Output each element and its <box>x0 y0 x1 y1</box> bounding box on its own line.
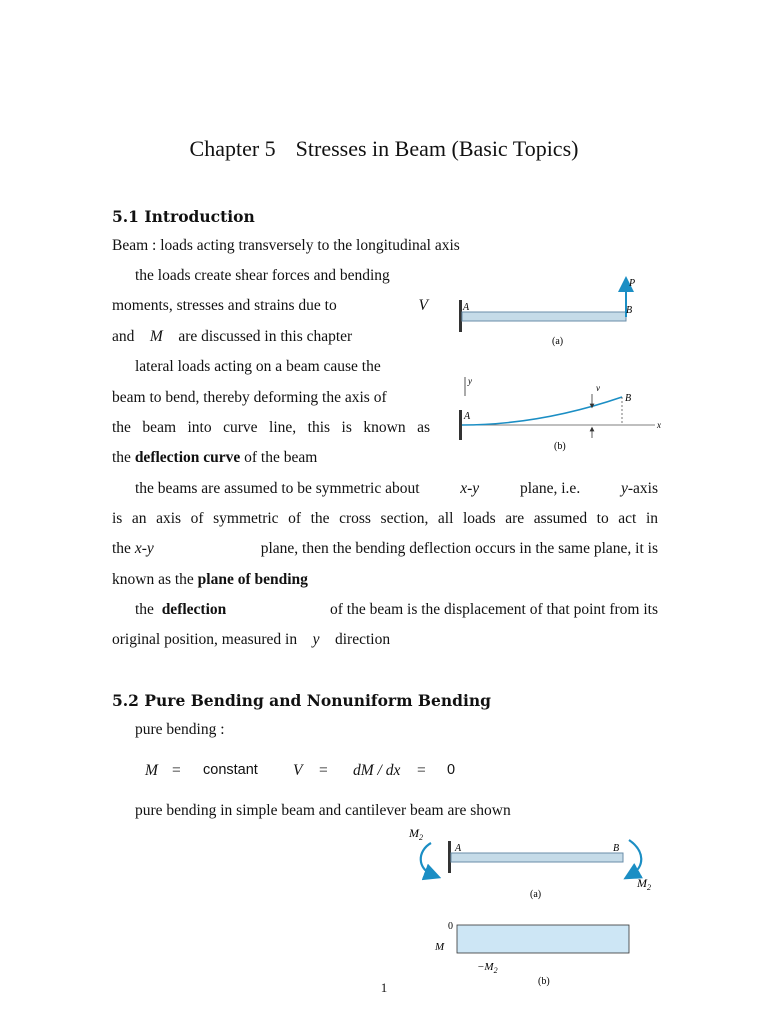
text-line: the deflection of the beam is the displacement of that point from its <box>135 601 658 618</box>
label-b: B <box>625 393 632 404</box>
chapter-name: Stresses in Beam (Basic Topics) <box>295 136 579 161</box>
label-b: B <box>626 305 633 316</box>
text-line: the beams are assumed to be symmetric about x-y plane, i.e. y-axis <box>135 480 658 497</box>
text-line: pure bending in simple beam and cantilever beam are shown <box>135 802 511 819</box>
text-line: is an axis of symmetric of the cross section, all loads are assumed to act in <box>112 510 658 527</box>
label-neg-m2: $-M_2$ <box>477 961 498 975</box>
figure-moment-diagram <box>425 915 645 987</box>
text-line: pure bending : <box>135 721 225 738</box>
term-plane-of-bending: plane of bending <box>197 571 308 588</box>
moment-diagram-rect <box>457 925 629 953</box>
label-m2-left: $M_2$ <box>409 826 423 842</box>
text-line: the loads create shear forces and bending <box>135 267 390 284</box>
label-m: M <box>435 941 445 953</box>
text-line: the beam into curve line, this is known as <box>112 419 430 436</box>
label-a: A <box>455 843 462 854</box>
label-v: v <box>596 383 600 393</box>
figure-cantilever-point-load <box>450 270 650 350</box>
text-line: known as the plane of bending <box>112 571 308 588</box>
label-m2-right: $M_2$ <box>637 876 651 892</box>
label-a: A <box>463 302 470 313</box>
text-line: beam to bend, thereby deforming the axis of <box>112 389 387 406</box>
text-line: original position, measured in y direction <box>112 631 391 648</box>
text-line: Beam : loads acting transversely to the longitudinal axis <box>112 237 460 254</box>
section-heading-introduction: 5.1 Introduction <box>112 207 255 226</box>
figure-pure-bending-beam <box>405 823 665 903</box>
label-b: B <box>613 843 620 854</box>
text-line: the x-y plane, then the bending deflection occurs in the same plane, it is <box>112 540 658 557</box>
caption-a: (a) <box>552 336 564 347</box>
text-line: and M are discussed in this chapter <box>112 328 353 345</box>
caption-b: (b) <box>538 976 550 987</box>
fixed-support <box>459 410 462 440</box>
text-line: lateral loads acting on a beam cause the <box>135 358 381 375</box>
text-line: the deflection curve of the beam <box>112 449 318 466</box>
label-p: P <box>629 278 636 289</box>
term-deflection: deflection <box>161 601 227 618</box>
page-title <box>0 136 768 162</box>
beam <box>462 312 626 321</box>
label-x: x <box>657 420 661 430</box>
equation-pure-bending: M = constant V = dM / dx = 0 <box>145 762 456 779</box>
deflection-curve <box>462 397 622 425</box>
label-a: A <box>464 411 471 422</box>
caption-a: (a) <box>530 889 542 900</box>
beam <box>451 853 623 862</box>
chapter-number: Chapter 5 <box>189 136 276 161</box>
label-zero: 0 <box>448 921 453 932</box>
label-y: y <box>468 376 472 386</box>
caption-b: (b) <box>554 441 566 452</box>
moment-arrow-right <box>629 840 641 875</box>
figure-deflection-curve <box>450 372 670 454</box>
moment-arrow-left <box>421 843 433 875</box>
section-heading-pure-bending: 5.2 Pure Bending and Nonuniform Bending <box>112 691 491 710</box>
text-line: moments, stresses and strains due to V <box>112 297 428 314</box>
page-number: 1 <box>380 980 388 995</box>
term-deflection-curve: deflection curve <box>134 449 241 466</box>
